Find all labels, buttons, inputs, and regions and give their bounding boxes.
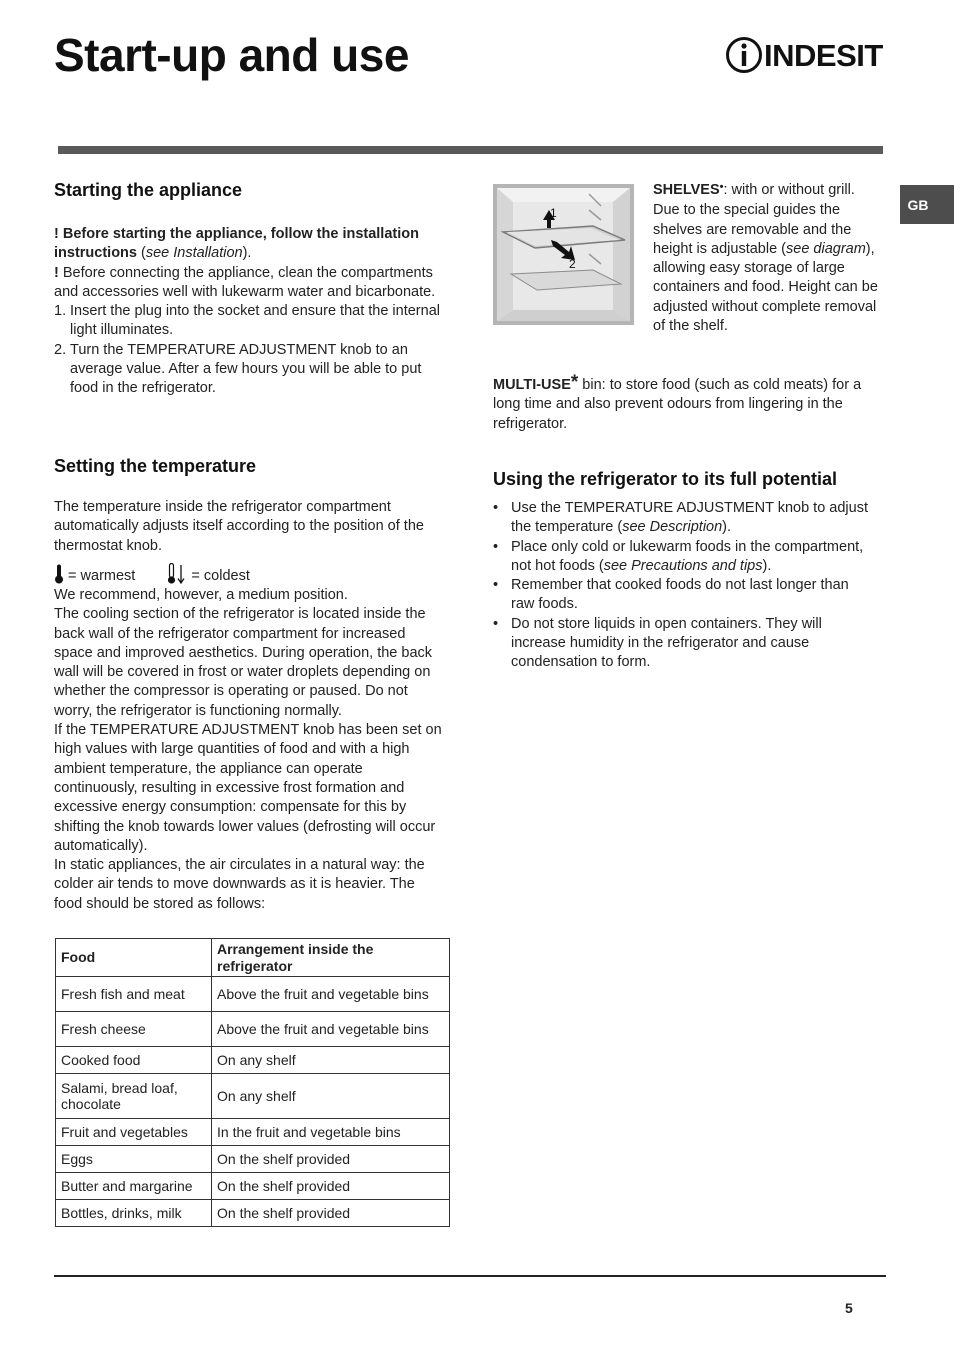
coldest-label: = coldest [191,568,250,584]
table-row [56,1074,450,1119]
list-item [493,499,868,538]
table-cell: Above the fruit and vegetable bins [212,1012,450,1047]
start-steps [54,302,444,398]
multiuse-label: MULTI-USE [493,377,571,393]
table-cell: Salami, bread loaf, chocolate [56,1074,212,1119]
table-row [56,1173,450,1200]
table-row [56,1146,450,1173]
table-cell: On any shelf [212,1074,450,1119]
temperature-heading: Setting the temperature [54,456,257,476]
multiuse-text [493,374,881,434]
multiuse-description [493,374,881,434]
diagram-label-1: 1 [550,206,557,220]
starting-heading: Starting the appliance [54,180,243,200]
temperature-body [54,586,446,914]
page-title: Start-up and use [54,29,409,81]
bullet-end: ). [722,519,732,536]
thermostat-legend [54,563,250,586]
diagram-label-2: 2 [569,257,576,271]
shelf-diagram [493,184,634,325]
table-cell: On the shelf provided [212,1146,450,1173]
warning-install-bold: Before starting the appliance, follow the installation instructions [54,226,419,262]
brand-logo-icon [726,34,762,76]
shelves-label: SHELVES [653,182,720,198]
starting-section [54,225,444,399]
see-description-ref: see Description [622,519,723,536]
footer-rule [54,1275,886,1277]
temperature-intro-text: The temperature inside the refrigerator compartment automatically adjusts itself according to the position of the thermostat knob. [54,499,424,554]
brand-logo [726,34,886,76]
table-row [56,1119,450,1146]
temperature-intro [54,498,444,556]
table-cell: Cooked food [56,1047,212,1074]
paragraph: If the TEMPERATURE ADJUSTMENT knob has been set on high values with large quantities of food and with a high ambient temperature, the appliance can operate continuously, resulting in excessive frost formation and excessive energy consumption: compensate for this by shifting the knob towards lower values (defrosting will occur automatically). [54,722,442,854]
warning-clean-text: Before connecting the appliance, clean the compartments and accessories well with lukewarm water and bicarbonate. [54,264,436,300]
warning-install [54,225,444,264]
table-header: Food [56,939,212,977]
paren-close: ). [242,245,252,262]
bullet-text: Do not store liquids in open containers. They will increase humidity in the refrigerator and cause condensation to form. [511,615,822,671]
thermometer-cold-icon [167,563,187,585]
bullet-text: Place only cold or lukewarm foods in the compartment, not hot foods ( [511,538,864,574]
table-cell: On the shelf provided [212,1173,450,1200]
step-number: 2. [54,341,67,358]
language-tab: GB [900,185,954,224]
paragraph: We recommend, however, a medium position. [54,587,348,603]
table-cell: Fruit and vegetables [56,1119,212,1146]
warning-clean [54,264,444,303]
table-cell: Eggs [56,1146,212,1173]
potential-list [493,499,868,673]
table-cell: Fresh fish and meat [56,977,212,1012]
bullet-text: Use the TEMPERATURE ADJUSTMENT knob to adjust the temperature ( [511,500,868,536]
shelves-description [653,181,885,336]
table-row [56,1047,450,1074]
see-installation-ref: see Installation [145,245,243,262]
list-item [54,302,444,341]
table-header-row [56,939,450,977]
table-cell: Fresh cheese [56,1012,212,1047]
warmest-label: = warmest [68,568,136,584]
step-number: 1. [54,303,67,320]
bullet-text: Remember that cooked foods do not last longer than raw foods. [511,577,849,613]
list-item [54,341,444,399]
warning-mark: ! [54,226,59,242]
table-cell: Bottles, drinks, milk [56,1200,212,1227]
table-row [56,1012,450,1047]
paragraph: The cooling section of the refrigerator is located inside the back wall of the refrigerator compartment for increased space and improved aesthetics. During operation, the back wall will be covered in frost or water droplets depending on whether the compressor is operating or paused. Do not worry, the refrigerator is functioning normally. [54,606,433,719]
shelves-text-2: ), allowing easy storage of large containers and food. Height can be adjusted without complete removal of the shelf. [653,240,878,335]
table-cell: On any shelf [212,1047,450,1074]
warning-mark: ! [54,264,59,281]
see-diagram-ref: see diagram [786,240,866,257]
table-cell: Above the fruit and vegetable bins [212,977,450,1012]
paragraph: In static appliances, the air circulates in a natural way: the colder air tends to move downwards as it is heavier. The food should be stored as follows: [54,857,425,912]
shelves-star: • [719,181,724,193]
potential-heading: Using the refrigerator to its full potential [493,469,838,489]
table-cell: On the shelf provided [212,1200,450,1227]
header-rule [58,146,883,154]
table-cell: Butter and margarine [56,1173,212,1200]
thermometer-warm-icon [54,564,64,584]
food-storage-table [55,938,450,1227]
shelves-text-1: : with or without grill. Due to the special guides the shelves are removable and the height is adjustable ( [653,182,855,257]
list-item [493,615,868,673]
step-text: Insert the plug into the socket and ensure that the internal light illuminates. [70,303,440,339]
multiuse-star: * [570,372,579,393]
see-precautions-ref: see Precautions and tips [603,557,763,574]
table-row [56,1200,450,1227]
list-item [493,576,868,615]
brand-name: INDESIT [764,38,883,73]
table-row [56,977,450,1012]
shelf-diagram-illustration [493,184,634,325]
paren-open: ( [136,245,146,262]
table-cell: In the fruit and vegetable bins [212,1119,450,1146]
potential-section [493,499,868,673]
list-item [493,538,868,577]
multiuse-body: bin: to store food (such as cold meats) for a long time and also prevent odours from lingering in the refrigerator. [493,377,862,432]
shelves-text [653,181,885,336]
bullet-end: ). [762,557,772,574]
table-header: Arrangement inside the refrigerator [212,939,450,977]
step-text: Turn the TEMPERATURE ADJUSTMENT knob to an average value. After a few hours you will be able to put food in the refrigerator. [70,341,422,397]
page-number: 5 [845,1300,853,1316]
